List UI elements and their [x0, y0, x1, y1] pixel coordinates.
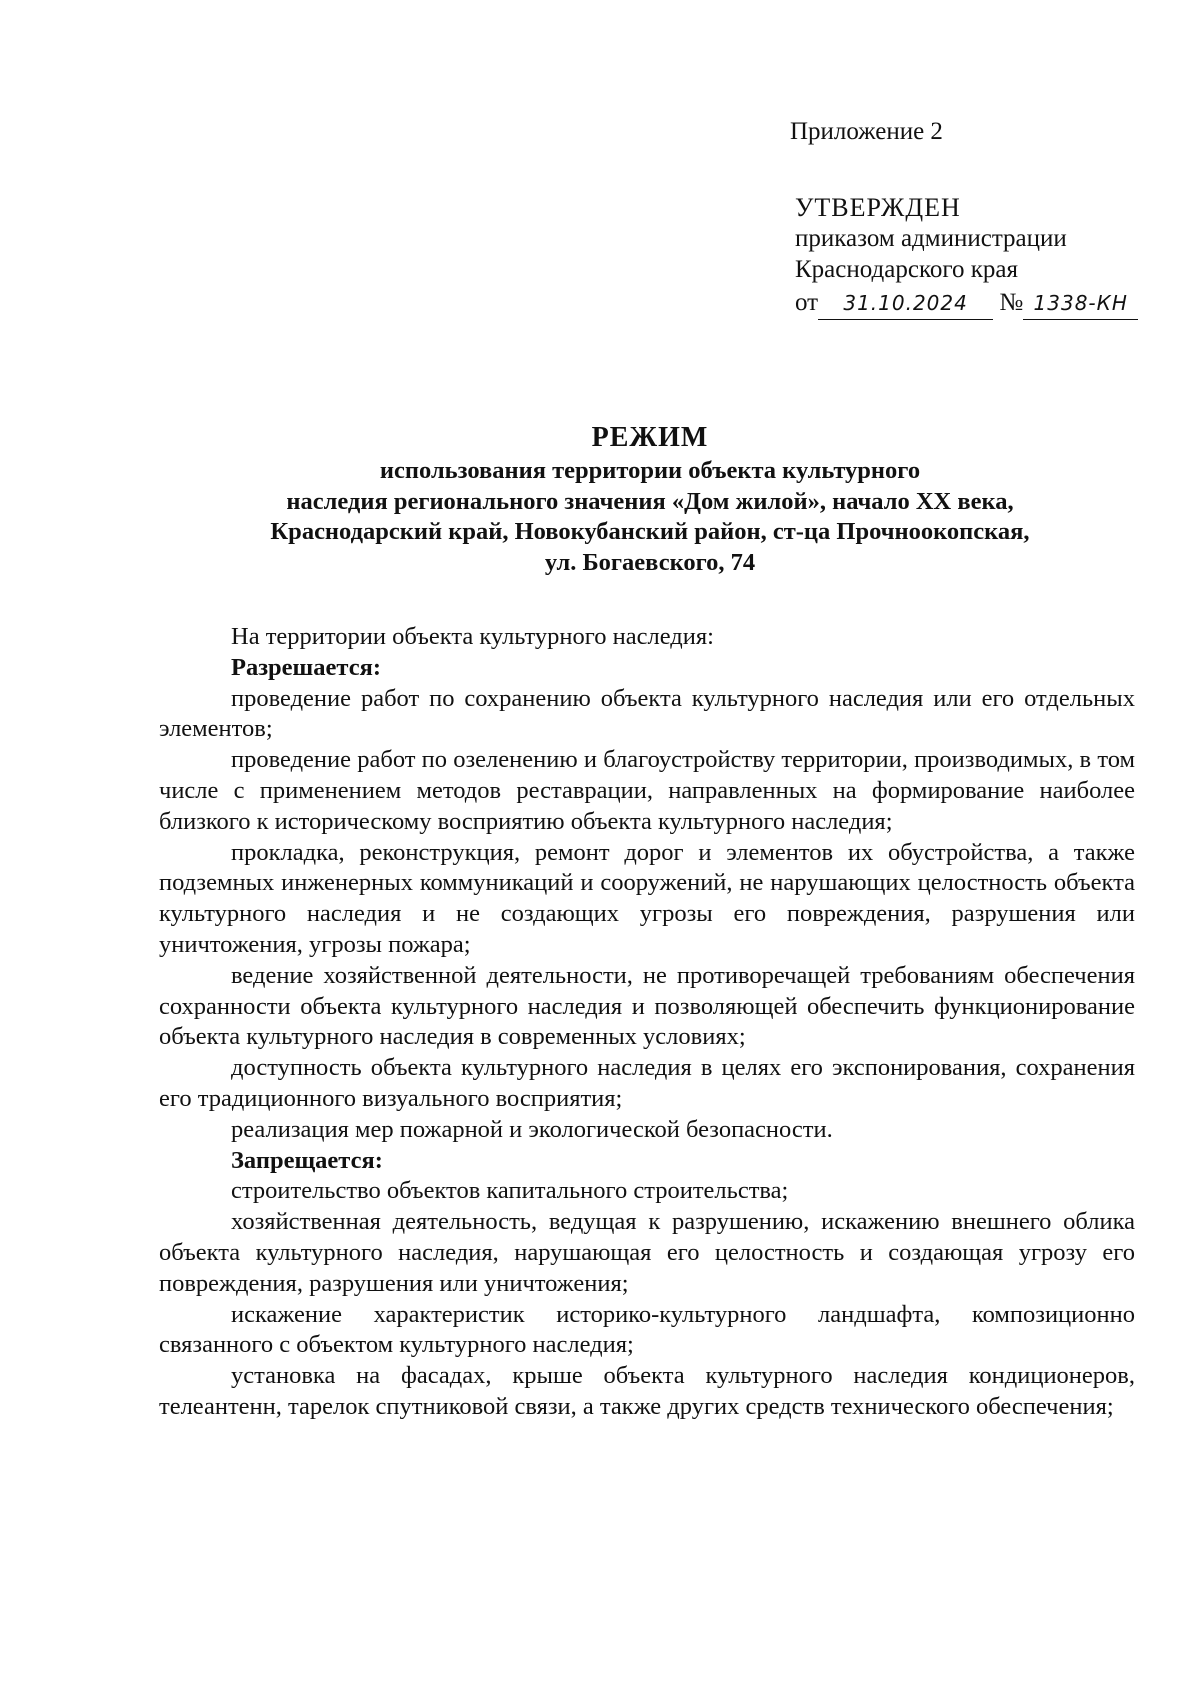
- handwritten-date: 31.10.2024: [818, 288, 993, 320]
- allowed-item: доступность объекта культурного наследия в целях его экспонирования, сохранения его традиционного визуального восприятия;: [159, 1054, 1135, 1112]
- approval-date-line: [795, 287, 1138, 320]
- handwritten-number: 1338-КН: [1023, 288, 1138, 320]
- forbidden-heading: Запрещается:: [231, 1146, 383, 1174]
- intro-text: На территории объекта культурного наследия:: [231, 623, 714, 650]
- number-label: №: [999, 289, 1024, 316]
- approved-stamp: УТВЕРЖДЕН: [795, 193, 961, 222]
- document-title: РЕЖИМ: [591, 422, 709, 453]
- allowed-item: проведение работ по озеленению и благоустройству территории, производимых, в том числе с применением методов реставрации, направленных на формирование наиболее близкого к историческому восприятию объекта культурного наследия;: [159, 746, 1135, 835]
- document-body: [159, 622, 1135, 1423]
- subtitle-line: Краснодарский край, Новокубанский район, ст-ца Прочноокопская,: [270, 518, 1030, 545]
- allowed-item: ведение хозяйственной деятельности, не противоречащей требованиям обеспечения сохранности объекта культурного наследия и позволяющей обеспечить функционирование объекта культурного наследия в современных условиях;: [159, 961, 1135, 1051]
- approval-authority-line: Краснодарского края: [795, 256, 1018, 283]
- title-block: [100, 422, 1200, 578]
- forbidden-item: искажение характеристик историко-культурного ландшафта, композиционно связанного с объектом культурного наследия;: [159, 1300, 1135, 1359]
- forbidden-item: хозяйственная деятельность, ведущая к разрушению, искажению внешнего облика объекта культурного наследия, нарушающая его целостность и создающая угрозу его повреждения, разрушения или уничтожения;: [159, 1208, 1135, 1297]
- subtitle-line: наследия регионального значения «Дом жилой», начало XX века,: [286, 487, 1014, 515]
- subtitle-line: использования территории объекта культурного: [379, 457, 921, 484]
- allowed-item: прокладка, реконструкция, ремонт дорог и элементов их обустройства, а также подземных инженерных коммуникаций и сооружений, не нарушающих целостность объекта культурного наследия и не создающих угрозы его повреждения, разрушения или уничтожения, угрозы пожара;: [159, 838, 1135, 958]
- subtitle-line: ул. Богаевского, 74: [544, 548, 756, 576]
- allowed-heading: Разрешается:: [231, 653, 381, 681]
- document-subtitle: [100, 456, 1200, 578]
- approval-block: [795, 192, 1138, 320]
- forbidden-item: строительство объектов капитального строительства;: [231, 1177, 789, 1205]
- annex-label: Приложение 2: [790, 118, 943, 145]
- forbidden-item: установка на фасадах, крыше объекта культурного наследия кондиционеров, телеантенн, тарелок спутниковой связи, а также других средств технического обеспечения;: [159, 1362, 1135, 1420]
- allowed-item: реализация мер пожарной и экологической безопасности.: [231, 1115, 833, 1143]
- approval-order-line: приказом администрации: [795, 225, 1067, 252]
- allowed-item: проведение работ по сохранению объекта культурного наследия или его отдельных элементов;: [159, 684, 1135, 743]
- from-label: от: [795, 289, 819, 316]
